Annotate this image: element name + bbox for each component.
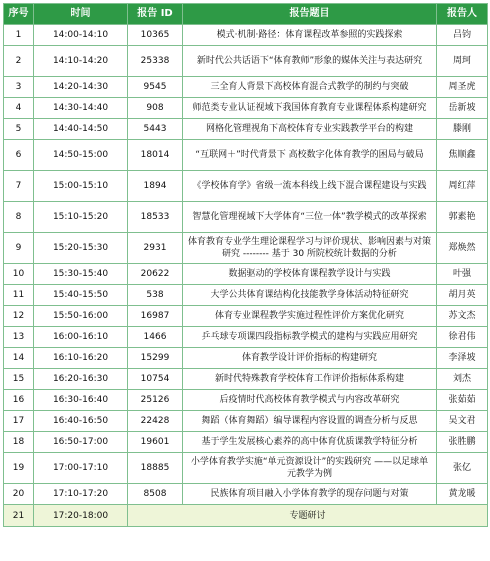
- cell-title: 网格化管理视角下高校体育专业实践教学平台的构建: [183, 119, 437, 140]
- cell-id: 22428: [128, 411, 183, 432]
- cell-no: 14: [4, 348, 34, 369]
- cell-time: 16:10-16:20: [34, 348, 128, 369]
- cell-time: 14:40-14:50: [34, 119, 128, 140]
- cell-time: 16:40-16:50: [34, 411, 128, 432]
- cell-discussion-title: 专题研讨: [128, 505, 488, 527]
- cell-time: 15:50-16:00: [34, 306, 128, 327]
- cell-title: 新时代特殊教育学校体育工作评价指标体系构建: [183, 369, 437, 390]
- header-no: 序号: [4, 4, 34, 25]
- table-row: [4, 306, 488, 327]
- cell-id: 1894: [128, 171, 183, 202]
- cell-title: 小学体育教学实施“单元资源设计”的实践研究 ——以足球单元教学为例: [183, 453, 437, 484]
- cell-title: 模式·机制·路径：体育课程改革参照的实践探索: [183, 25, 437, 46]
- cell-time: 16:50-17:00: [34, 432, 128, 453]
- cell-reporter: 张茹茹: [437, 390, 488, 411]
- cell-time: 14:00-14:10: [34, 25, 128, 46]
- header-title: 报告题目: [183, 4, 437, 25]
- table-row: [4, 453, 488, 484]
- table-row: [4, 25, 488, 46]
- cell-time: 16:30-16:40: [34, 390, 128, 411]
- cell-no: 18: [4, 432, 34, 453]
- cell-id: 19601: [128, 432, 183, 453]
- cell-id: 15299: [128, 348, 183, 369]
- cell-id: 25126: [128, 390, 183, 411]
- cell-id: 18533: [128, 202, 183, 233]
- cell-title: 三全育人背景下高校体育混合式教学的制约与突破: [183, 77, 437, 98]
- cell-time: 16:00-16:10: [34, 327, 128, 348]
- cell-title: 数据驱动的学校体育课程教学设计与实践: [183, 264, 437, 285]
- schedule-table-container: [3, 3, 487, 527]
- cell-id: 18014: [128, 140, 183, 171]
- cell-title: 体育教育专业学生理论课程学习与评价现状、影响因素与对策研究 -------- 基于 30 所院校统计数据的分析: [183, 233, 437, 264]
- header-time: 时间: [34, 4, 128, 25]
- cell-title: 乒乓球专项课四段指标教学模式的建构与实践应用研究: [183, 327, 437, 348]
- cell-reporter: 周红萍: [437, 171, 488, 202]
- cell-no: 13: [4, 327, 34, 348]
- cell-time: 17:00-17:10: [34, 453, 128, 484]
- cell-time: 16:20-16:30: [34, 369, 128, 390]
- cell-no: 8: [4, 202, 34, 233]
- cell-id: 908: [128, 98, 183, 119]
- table-row: [4, 77, 488, 98]
- cell-no: 9: [4, 233, 34, 264]
- cell-no: 21: [4, 505, 34, 527]
- cell-time: 14:30-14:40: [34, 98, 128, 119]
- table-row-discussion: [4, 505, 488, 527]
- cell-id: 10754: [128, 369, 183, 390]
- cell-no: 10: [4, 264, 34, 285]
- cell-time: 15:30-15:40: [34, 264, 128, 285]
- cell-reporter: 徐君伟: [437, 327, 488, 348]
- cell-reporter: 叶强: [437, 264, 488, 285]
- table-row: [4, 264, 488, 285]
- table-row: [4, 285, 488, 306]
- cell-no: 1: [4, 25, 34, 46]
- cell-title: 体育教学设计评价指标的构建研究: [183, 348, 437, 369]
- cell-id: 18885: [128, 453, 183, 484]
- table-header-row: [4, 4, 488, 25]
- cell-id: 25338: [128, 46, 183, 77]
- table-body: [4, 25, 488, 527]
- cell-title: 《学校体育学》省级一流本科线上线下混合课程建设与实践: [183, 171, 437, 202]
- cell-no: 20: [4, 484, 34, 505]
- cell-reporter: 吕钧: [437, 25, 488, 46]
- cell-reporter: 郭素艳: [437, 202, 488, 233]
- cell-no: 11: [4, 285, 34, 306]
- cell-reporter: 胡月英: [437, 285, 488, 306]
- cell-no: 16: [4, 390, 34, 411]
- cell-time: 17:10-17:20: [34, 484, 128, 505]
- cell-reporter: 滕刚: [437, 119, 488, 140]
- table-row: [4, 484, 488, 505]
- cell-title: 大学公共体育课结构化技能教学身体活动特征研究: [183, 285, 437, 306]
- cell-no: 15: [4, 369, 34, 390]
- cell-title: 基于学生发展核心素养的高中体育优质课教学特征分析: [183, 432, 437, 453]
- cell-reporter: 周珂: [437, 46, 488, 77]
- cell-title: 师范类专业认证视域下我国体育教育专业课程体系构建研究: [183, 98, 437, 119]
- cell-reporter: 焦顺鑫: [437, 140, 488, 171]
- table-row: [4, 202, 488, 233]
- cell-id: 10365: [128, 25, 183, 46]
- cell-title: 智慧化管理视域下大学体育“三位一体”教学模式的改革探索: [183, 202, 437, 233]
- cell-reporter: 张亿: [437, 453, 488, 484]
- cell-reporter: 刘杰: [437, 369, 488, 390]
- cell-no: 4: [4, 98, 34, 119]
- cell-time: 14:20-14:30: [34, 77, 128, 98]
- cell-reporter: 李泽坡: [437, 348, 488, 369]
- cell-title: “互联网＋”时代背景下 高校数字化体育教学的困局与破局: [183, 140, 437, 171]
- table-row: [4, 46, 488, 77]
- cell-no: 7: [4, 171, 34, 202]
- table-row: [4, 171, 488, 202]
- cell-no: 5: [4, 119, 34, 140]
- cell-time: 15:00-15:10: [34, 171, 128, 202]
- cell-no: 12: [4, 306, 34, 327]
- cell-no: 3: [4, 77, 34, 98]
- header-id: 报告 ID: [128, 4, 183, 25]
- cell-title: 新时代公共话语下“体育教师”形象的媒体关注与表达研究: [183, 46, 437, 77]
- cell-id: 2931: [128, 233, 183, 264]
- cell-title: 舞蹈（体育舞蹈）编导课程内容设置的调查分析与反思: [183, 411, 437, 432]
- cell-reporter: 周圣虎: [437, 77, 488, 98]
- cell-title: 体育专业课程教学实施过程性评价方案优化研究: [183, 306, 437, 327]
- cell-id: 1466: [128, 327, 183, 348]
- table-row: [4, 327, 488, 348]
- table-row: [4, 140, 488, 171]
- table-row: [4, 390, 488, 411]
- cell-reporter: 黄龙暖: [437, 484, 488, 505]
- cell-id: 8508: [128, 484, 183, 505]
- table-row: [4, 233, 488, 264]
- cell-time: 14:50-15:00: [34, 140, 128, 171]
- table-row: [4, 369, 488, 390]
- table-row: [4, 348, 488, 369]
- cell-no: 19: [4, 453, 34, 484]
- cell-time: 17:20-18:00: [34, 505, 128, 527]
- cell-reporter: 苏文杰: [437, 306, 488, 327]
- cell-title: 民族体育项目融入小学体育教学的现存问题与对策: [183, 484, 437, 505]
- cell-reporter: 岳新坡: [437, 98, 488, 119]
- schedule-table: [3, 3, 488, 527]
- table-row: [4, 432, 488, 453]
- cell-id: 9545: [128, 77, 183, 98]
- cell-time: 15:10-15:20: [34, 202, 128, 233]
- table-row: [4, 98, 488, 119]
- cell-id: 16987: [128, 306, 183, 327]
- cell-reporter: 吴文君: [437, 411, 488, 432]
- cell-id: 5443: [128, 119, 183, 140]
- cell-id: 538: [128, 285, 183, 306]
- table-row: [4, 411, 488, 432]
- cell-no: 6: [4, 140, 34, 171]
- cell-no: 2: [4, 46, 34, 77]
- cell-time: 14:10-14:20: [34, 46, 128, 77]
- cell-id: 20622: [128, 264, 183, 285]
- cell-time: 15:40-15:50: [34, 285, 128, 306]
- cell-reporter: 张胜鹏: [437, 432, 488, 453]
- cell-reporter: 郑焕然: [437, 233, 488, 264]
- cell-time: 15:20-15:30: [34, 233, 128, 264]
- cell-no: 17: [4, 411, 34, 432]
- table-row: [4, 119, 488, 140]
- cell-title: 后疫情时代高校体育教学模式与内容改革研究: [183, 390, 437, 411]
- header-reporter: 报告人: [437, 4, 488, 25]
